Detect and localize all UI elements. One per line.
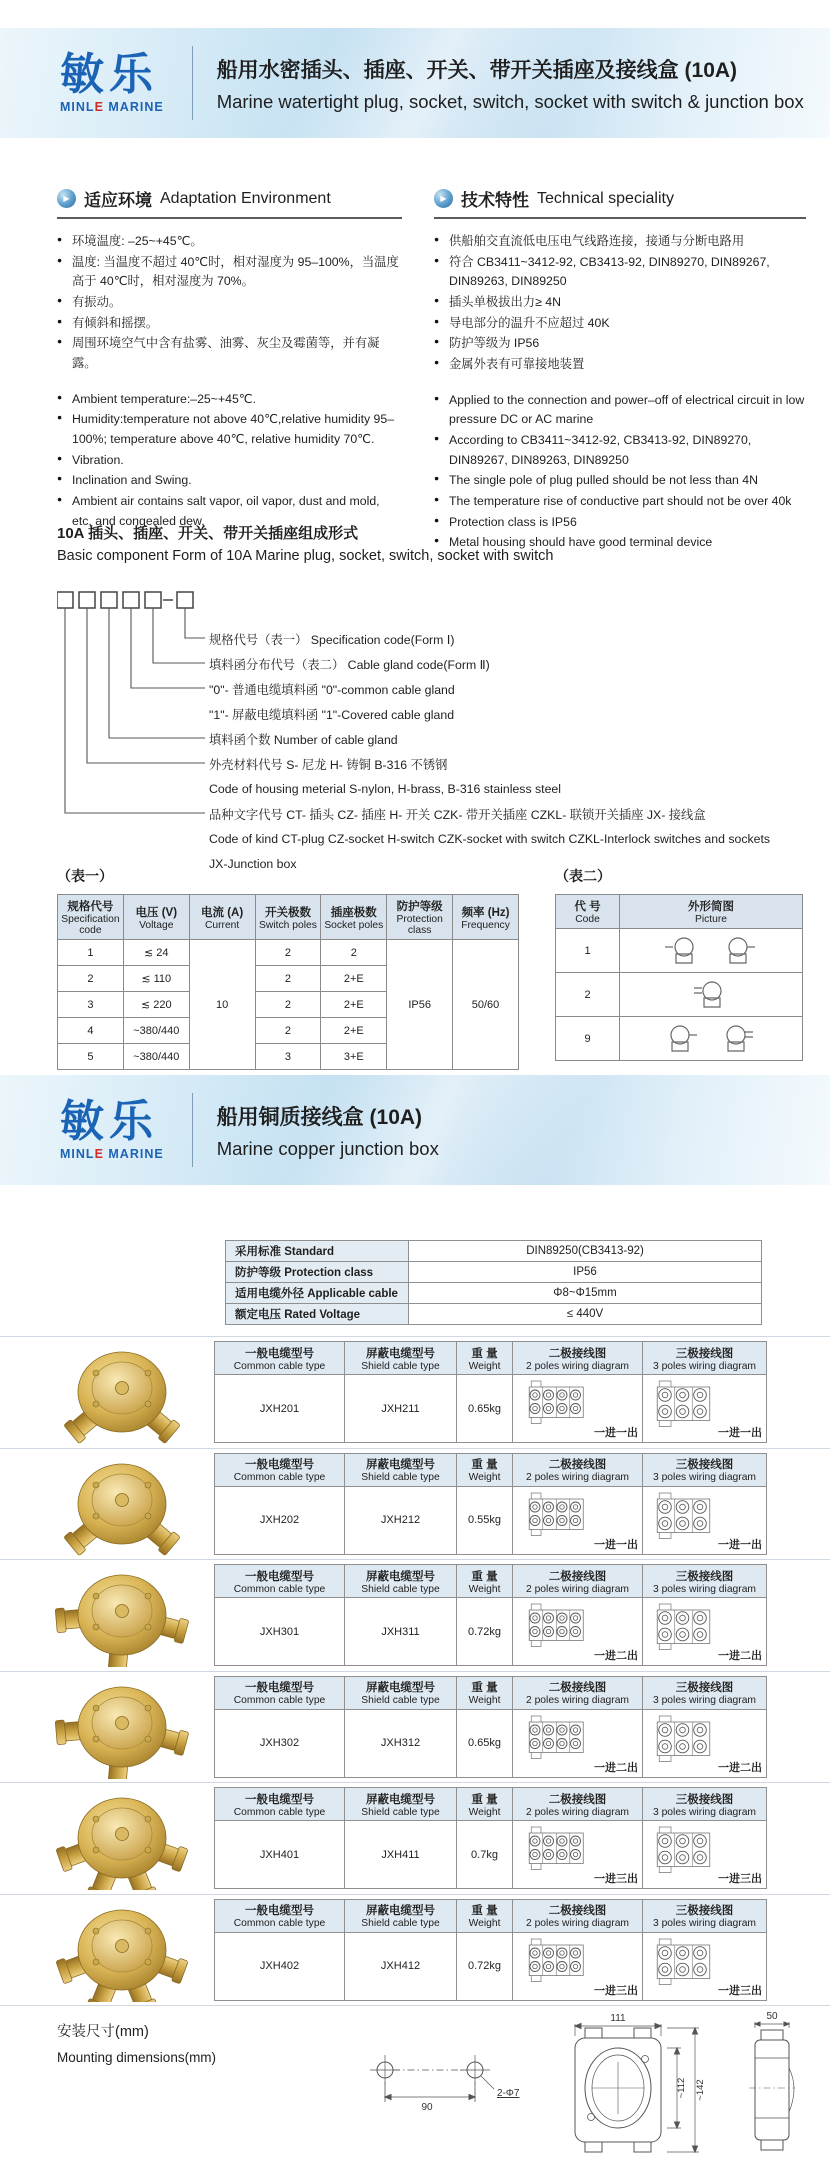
flow-label: 一进二出 bbox=[718, 1650, 762, 1663]
wiring-diagram-2pole bbox=[513, 1709, 643, 1777]
product-photo bbox=[46, 1563, 198, 1667]
page-title-en: Marine copper junction box bbox=[216, 1137, 439, 1159]
dim-front-width: 111 bbox=[610, 2013, 626, 2024]
col-3pole-diagram: 三极接线图 3 poles wiring diagram bbox=[643, 1453, 767, 1486]
product-header-row bbox=[215, 1676, 767, 1709]
product-row bbox=[0, 1449, 830, 1561]
gland-diagram-icon bbox=[662, 1021, 704, 1057]
common-model: JXH401 bbox=[215, 1821, 345, 1889]
product-data-row bbox=[215, 1375, 767, 1443]
form1-table bbox=[57, 894, 519, 1070]
product-spec-table bbox=[214, 1899, 767, 2001]
mounting-drawing bbox=[357, 2012, 827, 2157]
col-shield-cable: 屏蔽电缆型号 Shield cable type bbox=[345, 1565, 457, 1598]
technical-title-cn: 技术特性 bbox=[461, 191, 529, 210]
code-diagram bbox=[57, 588, 797, 888]
adaptation-bullets-cn bbox=[57, 232, 402, 374]
mounting-titles bbox=[57, 2012, 357, 2157]
common-model: JXH201 bbox=[215, 1375, 345, 1443]
code-label: Code of kind CT-plug CZ-socket H-switch CZK-socket with switch CZKL-Interlock switches and sockets bbox=[209, 831, 771, 846]
code-label: 规格代号（表一） Specification code(Form Ⅰ) bbox=[209, 632, 455, 647]
col-3pole-diagram: 三极接线图 3 poles wiring diagram bbox=[643, 1788, 767, 1821]
shield-model: JXH411 bbox=[345, 1821, 457, 1889]
weight-value: 0.55kg bbox=[457, 1486, 513, 1554]
product-header-row bbox=[215, 1788, 767, 1821]
page-title-cn: 船用水密插头、插座、开关、带开关插座及接线盒 (10A) bbox=[216, 58, 738, 82]
adaptation-environment-section bbox=[57, 186, 402, 569]
brand-logo-cn: 敏乐 bbox=[60, 1096, 158, 1146]
flow-label: 一进二出 bbox=[594, 1650, 638, 1663]
col-shield-cable: 屏蔽电缆型号 Shield cable type bbox=[345, 1788, 457, 1821]
bullet-item: ● 有振动。 bbox=[57, 293, 402, 313]
gland-diagram-icon bbox=[662, 933, 704, 969]
merged-protection: IP56 bbox=[387, 940, 453, 1070]
code-label: 填料函个数 Number of cable gland bbox=[209, 732, 398, 747]
col-shield-cable: 屏蔽电缆型号 Shield cable type bbox=[345, 1899, 457, 1932]
form2-block bbox=[555, 866, 803, 1061]
bullet-item: ● Humidity:temperature not above 40℃,relative humidity 95–100%; temperature above 40℃, relative humidity 70℃. bbox=[57, 410, 402, 449]
standard-row: 采用标准 Standard DIN89250(CB3413-92) bbox=[226, 1241, 762, 1262]
bullet-item: ● 周围环境空气中含有盐雾、油雾、灰尘及霉菌等，并有凝露。 bbox=[57, 334, 402, 373]
brand-logo-en: MINLE MARINE bbox=[60, 1146, 164, 1161]
form1-caption: （表一） bbox=[57, 868, 113, 884]
shield-model: JXH211 bbox=[345, 1375, 457, 1443]
col-shield-cable: 屏蔽电缆型号 Shield cable type bbox=[345, 1342, 457, 1375]
component-form-title-cn: 10A 插头、插座、开关、带开关插座组成形式 bbox=[57, 525, 359, 542]
form2-row: 9 bbox=[556, 1017, 803, 1061]
col-shield-cable: 屏蔽电缆型号 Shield cable type bbox=[345, 1676, 457, 1709]
product-header-row bbox=[215, 1565, 767, 1598]
weight-value: 0.65kg bbox=[457, 1709, 513, 1777]
code-label: 填料函分布代号（表二） Cable gland code(Form Ⅱ) bbox=[209, 657, 490, 672]
col-3pole-diagram: 三极接线图 3 poles wiring diagram bbox=[643, 1676, 767, 1709]
standard-row: 防护等级 Protection class IP56 bbox=[226, 1262, 762, 1283]
component-form-section bbox=[57, 522, 797, 888]
product-spec-table bbox=[214, 1787, 767, 1889]
col-common-cable: 一般电缆型号 Common cable type bbox=[215, 1565, 345, 1598]
bullet-item: ● 供船舶交直流低电压电气线路连接，接通与分断电路用 bbox=[434, 232, 806, 252]
header-junction-box bbox=[0, 1075, 830, 1185]
product-data-row bbox=[215, 1486, 767, 1554]
flow-label: 一进三出 bbox=[594, 1984, 638, 1997]
product-row bbox=[0, 1672, 830, 1784]
section-marker-icon: ▶ bbox=[57, 189, 76, 208]
page-title bbox=[217, 54, 804, 113]
technical-title-en: Technical speciality bbox=[537, 189, 674, 207]
product-spec-table bbox=[214, 1676, 767, 1778]
form1-row: 3 ≲ 220 2 2+E bbox=[58, 992, 519, 1018]
merged-frequency: 50/60 bbox=[453, 940, 519, 1070]
common-model: JXH402 bbox=[215, 1932, 345, 2000]
gland-diagram-icon bbox=[718, 933, 760, 969]
col-weight: 重 量 Weight bbox=[457, 1899, 513, 1932]
col-2pole-diagram: 二极接线图 2 poles wiring diagram bbox=[513, 1342, 643, 1375]
form1-header-row bbox=[58, 895, 519, 940]
dim-front-h1: ~112 bbox=[676, 2077, 687, 2099]
code-label: "0"- 普通电缆填料函 "0"-common cable gland bbox=[209, 682, 455, 697]
feature-columns bbox=[57, 186, 806, 569]
product-row bbox=[0, 1337, 830, 1449]
shield-model: JXH312 bbox=[345, 1709, 457, 1777]
common-model: JXH302 bbox=[215, 1709, 345, 1777]
header-divider bbox=[192, 1093, 193, 1167]
bullet-item: ● 金属外表有可靠接地装置 bbox=[434, 355, 806, 375]
col-weight: 重 量 Weight bbox=[457, 1676, 513, 1709]
product-data-row bbox=[215, 1598, 767, 1666]
brand-logo-en: MINLE MARINE bbox=[60, 99, 164, 114]
product-photo bbox=[46, 1452, 198, 1556]
form2-header-row bbox=[556, 895, 803, 929]
col-protection: 防护等级 Protection class bbox=[387, 895, 453, 940]
bullet-item: ● Inclination and Swing. bbox=[57, 471, 402, 491]
bullet-item: ● 插头单极拔出力≥ 4N bbox=[434, 293, 806, 313]
product-photo bbox=[46, 1786, 198, 1890]
product-row bbox=[0, 1783, 830, 1895]
col-3pole-diagram: 三极接线图 3 poles wiring diagram bbox=[643, 1899, 767, 1932]
col-common-cable: 一般电缆型号 Common cable type bbox=[215, 1342, 345, 1375]
adaptation-heading bbox=[57, 186, 402, 219]
bullet-item: ● The temperature rise of conductive part should not be over 40k bbox=[434, 492, 806, 512]
code-diagram-labels bbox=[209, 626, 770, 876]
col-2pole-diagram: 二极接线图 2 poles wiring diagram bbox=[513, 1899, 643, 1932]
bullet-item: ● 符合 CB3411~3412-92, CB3413-92, DIN89270, DIN89267, DIN89263, DIN89250 bbox=[434, 253, 806, 292]
col-common-cable: 一般电缆型号 Common cable type bbox=[215, 1453, 345, 1486]
product-spec-table bbox=[214, 1564, 767, 1666]
common-model: JXH301 bbox=[215, 1598, 345, 1666]
wiring-diagram-2pole bbox=[513, 1932, 643, 2000]
weight-value: 0.7kg bbox=[457, 1821, 513, 1889]
technical-speciality-section bbox=[434, 186, 806, 569]
wiring-diagram-2pole bbox=[513, 1486, 643, 1554]
dim-hole-span: 90 bbox=[421, 2102, 433, 2113]
form2-table bbox=[555, 894, 803, 1061]
bullet-item: ● 温度: 当温度不超过 40℃时，相对湿度为 95–100%，当温度高于 40℃时，相对湿度为 70%。 bbox=[57, 253, 402, 292]
technical-heading bbox=[434, 186, 806, 219]
bullet-item: ● Metal housing should have good terminal device bbox=[434, 533, 806, 553]
product-header-row bbox=[215, 1899, 767, 1932]
bullet-item: ● Protection class is IP56 bbox=[434, 513, 806, 533]
flow-label: 一进三出 bbox=[718, 1984, 762, 1997]
product-header-row bbox=[215, 1342, 767, 1375]
product-row bbox=[0, 1560, 830, 1672]
flow-label: 一进一出 bbox=[594, 1427, 638, 1440]
code-label: 品种文字代号 CT- 插头 CZ- 插座 H- 开关 CZK- 带开关插座 CZKL- 联锁开关插座 JX- 接线盒 bbox=[209, 807, 706, 822]
bullet-item: ● According to CB3411~3412-92, CB3413-92, DIN89270, DIN89267, DIN89263, DIN89250 bbox=[434, 431, 806, 470]
col-weight: 重 量 Weight bbox=[457, 1453, 513, 1486]
col-current: 电流 (A) Current bbox=[189, 895, 255, 940]
mounting-section bbox=[0, 2012, 830, 2157]
bullet-item: ● 环境温度: –25~+45℃。 bbox=[57, 232, 402, 252]
adaptation-title-cn: 适应环境 bbox=[84, 191, 152, 210]
dim-front-h2: ~142 bbox=[695, 2079, 706, 2101]
page-title-cn: 船用铜质接线盒 (10A) bbox=[216, 1105, 423, 1129]
col-spec-code: 规格代号 Specification code bbox=[58, 895, 124, 940]
product-photo bbox=[46, 1898, 198, 2002]
shield-model: JXH212 bbox=[345, 1486, 457, 1554]
header-watertight bbox=[0, 28, 830, 138]
component-form-title-en: Basic component Form of 10A Marine plug, socket, switch, socket with switch bbox=[57, 548, 554, 564]
wiring-diagram-3pole bbox=[643, 1821, 767, 1889]
merged-current: 10 bbox=[189, 940, 255, 1070]
product-header-row bbox=[215, 1453, 767, 1486]
brand-logo-cn: 敏乐 bbox=[60, 49, 158, 99]
wiring-diagram-3pole bbox=[643, 1598, 767, 1666]
product-spec-table bbox=[214, 1453, 767, 1555]
product-data-row bbox=[215, 1932, 767, 2000]
wiring-diagram-2pole bbox=[513, 1598, 643, 1666]
col-3pole-diagram: 三极接线图 3 poles wiring diagram bbox=[643, 1565, 767, 1598]
col-weight: 重 量 Weight bbox=[457, 1565, 513, 1598]
flow-label: 一进二出 bbox=[594, 1761, 638, 1774]
code-label: 外壳材料代号 S- 尼龙 H- 铸铜 B-316 不锈钢 bbox=[209, 757, 448, 772]
col-2pole-diagram: 二极接线图 2 poles wiring diagram bbox=[513, 1676, 643, 1709]
weight-value: 0.72kg bbox=[457, 1932, 513, 2000]
code-label: Code of housing meterial S-nylon, H-brass, B-316 stainless steel bbox=[209, 781, 561, 796]
form1-row: 5 ~380/440 3 3+E bbox=[58, 1044, 519, 1070]
mounting-title-en: Mounting dimensions(mm) bbox=[57, 2050, 217, 2065]
col-3pole-diagram: 三极接线图 3 poles wiring diagram bbox=[643, 1342, 767, 1375]
bullet-item: ● Applied to the connection and power–off of electrical circuit in low pressure DC or AC marine bbox=[434, 391, 806, 430]
standard-row: 适用电缆外径 Applicable cable Φ8~Φ15mm bbox=[226, 1283, 762, 1304]
spec-tables bbox=[57, 866, 803, 1070]
adaptation-bullets-en bbox=[57, 390, 402, 532]
wiring-diagram-3pole bbox=[643, 1486, 767, 1554]
col-common-cable: 一般电缆型号 Common cable type bbox=[215, 1899, 345, 1932]
form2-row: 1 bbox=[556, 929, 803, 973]
product-table bbox=[0, 1336, 830, 2006]
product-photo bbox=[46, 1340, 198, 1444]
product-photo bbox=[46, 1675, 198, 1779]
col-socket-poles: 插座极数 Socket poles bbox=[321, 895, 387, 940]
code-diagram-tree bbox=[57, 588, 207, 833]
form1-row: 4 ~380/440 2 2+E bbox=[58, 1018, 519, 1044]
shield-model: JXH412 bbox=[345, 1932, 457, 2000]
standard-row: 额定电压 Rated Voltage ≤ 440V bbox=[226, 1304, 762, 1325]
shield-model: JXH311 bbox=[345, 1598, 457, 1666]
bullet-item: ● The single pole of plug pulled should be not less than 4N bbox=[434, 471, 806, 491]
brand-logo bbox=[60, 1096, 164, 1161]
flow-label: 一进三出 bbox=[718, 1873, 762, 1886]
gland-diagram-icon bbox=[718, 1021, 760, 1057]
dim-hole-label: 2-Φ7 bbox=[497, 2088, 520, 2099]
page-title bbox=[217, 1101, 439, 1160]
flow-label: 一进二出 bbox=[718, 1761, 762, 1774]
adaptation-title-en: Adaptation Environment bbox=[160, 189, 331, 207]
flow-label: 一进一出 bbox=[718, 1427, 762, 1440]
brand-logo bbox=[60, 49, 164, 114]
wiring-diagram-3pole bbox=[643, 1375, 767, 1443]
bullet-item: ● 导电部分的温升不应超过 40K bbox=[434, 314, 806, 334]
weight-value: 0.72kg bbox=[457, 1598, 513, 1666]
col-switch-poles: 开关极数 Switch poles bbox=[255, 895, 321, 940]
product-data-row bbox=[215, 1709, 767, 1777]
wiring-diagram-3pole bbox=[643, 1932, 767, 2000]
bullet-item: ● Ambient air contains salt vapor, oil vapor, dust and mold, etc, and congealed dew. bbox=[57, 492, 402, 531]
header-divider bbox=[192, 46, 193, 120]
col-2pole-diagram: 二极接线图 2 poles wiring diagram bbox=[513, 1565, 643, 1598]
bullet-item: ● Ambient temperature:–25~+45℃. bbox=[57, 390, 402, 410]
flow-label: 一进三出 bbox=[594, 1873, 638, 1886]
form1-row: 1 ≲ 24 10 2 2 IP56 50/60 bbox=[58, 940, 519, 966]
col-weight: 重 量 Weight bbox=[457, 1788, 513, 1821]
dim-side-width: 50 bbox=[766, 2012, 778, 2022]
col-common-cable: 一般电缆型号 Common cable type bbox=[215, 1788, 345, 1821]
technical-bullets-cn bbox=[434, 232, 806, 375]
flow-label: 一进一出 bbox=[594, 1538, 638, 1551]
product-row bbox=[0, 1895, 830, 2007]
wiring-diagram-2pole bbox=[513, 1821, 643, 1889]
col-2pole-diagram: 二极接线图 2 poles wiring diagram bbox=[513, 1453, 643, 1486]
col-weight: 重 量 Weight bbox=[457, 1342, 513, 1375]
gland-diagram-icon bbox=[690, 977, 732, 1013]
col-voltage: 电压 (V) Voltage bbox=[123, 895, 189, 940]
col-2pole-diagram: 二极接线图 2 poles wiring diagram bbox=[513, 1788, 643, 1821]
product-spec-table bbox=[214, 1341, 767, 1443]
form1-row: 2 ≲ 110 2 2+E bbox=[58, 966, 519, 992]
form2-row: 2 bbox=[556, 973, 803, 1017]
col-code: 代 号 Code bbox=[556, 895, 620, 929]
flow-label: 一进一出 bbox=[718, 1538, 762, 1551]
bullet-item: ● Vibration. bbox=[57, 451, 402, 471]
col-shield-cable: 屏蔽电缆型号 Shield cable type bbox=[345, 1453, 457, 1486]
col-picture: 外形简图 Picture bbox=[620, 895, 803, 929]
bullet-item: ● 防护等级为 IP56 bbox=[434, 334, 806, 354]
section-marker-icon: ▶ bbox=[434, 189, 453, 208]
form2-caption: （表二） bbox=[555, 868, 611, 884]
product-data-row bbox=[215, 1821, 767, 1889]
page-title-en: Marine watertight plug, socket, switch, socket with switch & junction box bbox=[216, 90, 804, 112]
code-label: JX-Junction box bbox=[209, 856, 297, 871]
wiring-diagram-2pole bbox=[513, 1375, 643, 1443]
col-common-cable: 一般电缆型号 Common cable type bbox=[215, 1676, 345, 1709]
form1-block bbox=[57, 866, 519, 1070]
col-frequency: 频率 (Hz) Frequency bbox=[453, 895, 519, 940]
common-model: JXH202 bbox=[215, 1486, 345, 1554]
mounting-title-cn: 安装尺寸(mm) bbox=[57, 2024, 149, 2040]
bullet-item: ● 有倾斜和摇摆。 bbox=[57, 314, 402, 334]
standard-table bbox=[225, 1240, 762, 1325]
code-label: "1"- 屏蔽电缆填料函 "1"-Covered cable gland bbox=[209, 707, 455, 722]
wiring-diagram-3pole bbox=[643, 1709, 767, 1777]
weight-value: 0.65kg bbox=[457, 1375, 513, 1443]
